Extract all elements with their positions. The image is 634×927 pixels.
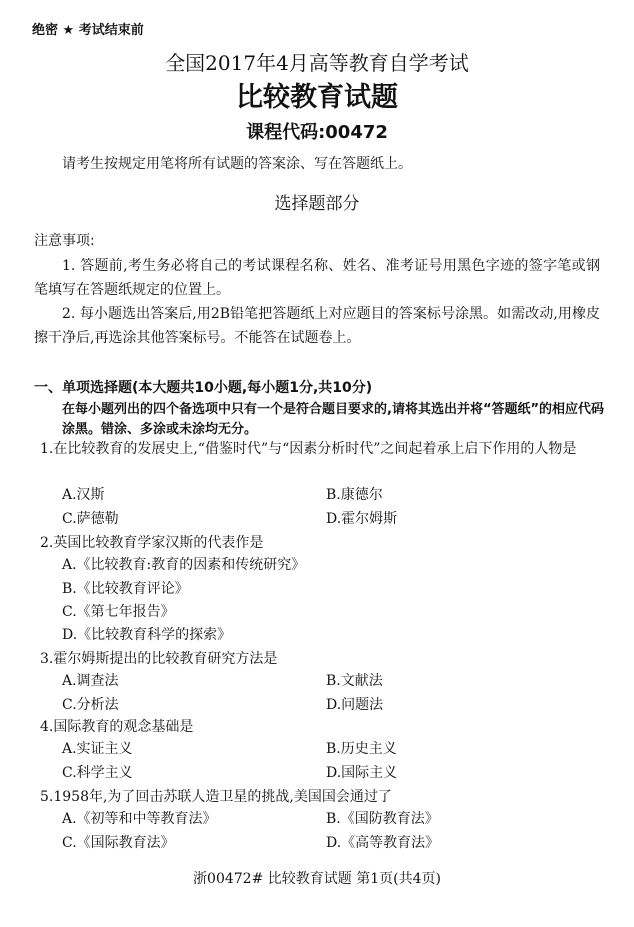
section-directions: 在每小题列出的四个备选项中只有一个是符合题目要求的,请将其选出并将“答题纸”的相应代码涂黑。错涂、多涂或未涂均无分。 (62, 402, 605, 437)
question-1-stem: 1.在比较教育的发展史上,“借鉴时代”与“因素分析时代”之间起着承上启下作用的人物是 (40, 441, 577, 457)
notes-heading: 注意事项: (34, 233, 95, 249)
question-3-option-d: D.问题法 (326, 697, 384, 713)
question-1-option-b: B.康德尔 (326, 487, 383, 503)
question-2-stem: 2.英国比较教育学家汉斯的代表作是 (40, 535, 264, 551)
part-title: 选择题部分 (274, 194, 360, 214)
page-footer: 浙00472# 比较教育试题 第1页(共4页) (193, 871, 441, 887)
question-4-option-a: A.实证主义 (62, 741, 133, 757)
confidential-label: 绝密 ★ 考试结束前 (32, 23, 144, 38)
question-3-option-b: B.文献法 (326, 673, 383, 689)
note-item-1: 1. 答题前,考生务必将自己的考试课程名称、姓名、准考证号用黑色字迹的签字笔或钢笔填写在答题纸规定的位置上。 (34, 258, 600, 298)
question-3-option-c: C.分析法 (62, 697, 119, 713)
question-3-stem: 3.霍尔姆斯提出的比较教育研究方法是 (40, 651, 278, 667)
note-item-2: 2. 每小题选出答案后,用2B铅笔把答题纸上对应题目的答案标号涂黑。如需改动,用橡皮擦干净后,再选涂其他答案标号。不能答在试题卷上。 (34, 306, 600, 346)
question-1-option-d: D.霍尔姆斯 (326, 511, 398, 527)
question-4-option-c: C.科学主义 (62, 765, 133, 781)
question-5-option-c: C.《国际教育法》 (62, 835, 175, 851)
subject-title: 比较教育试题 (236, 82, 398, 113)
exam-title: 全国2017年4月高等教育自学考试 (165, 51, 469, 75)
question-1-option-a: A.汉斯 (62, 487, 105, 503)
question-1-option-c: C.萨德勒 (62, 511, 119, 527)
question-2-option-a: A.《比较教育:教育的因素和传统研究》 (62, 557, 306, 573)
question-5-option-b: B.《国防教育法》 (326, 811, 439, 827)
question-5-option-a: A.《初等和中等教育法》 (62, 811, 217, 827)
question-5-stem: 5.1958年,为了回击苏联人造卫星的挑战,美国国会通过了 (40, 789, 392, 805)
question-5-option-d: D.《高等教育法》 (326, 835, 440, 851)
question-2-option-d: D.《比较教育科学的探索》 (62, 627, 232, 643)
question-4-option-b: B.历史主义 (326, 741, 397, 757)
course-code: 课程代码:00472 (246, 122, 388, 143)
question-3-option-a: A.调查法 (62, 673, 119, 689)
section-heading: 一、单项选择题(本大题共10小题,每小题1分,共10分) (34, 380, 373, 396)
question-2-option-c: C.《第七年报告》 (62, 604, 175, 620)
question-2-option-b: B.《比较教育评论》 (62, 581, 189, 597)
question-4-option-d: D.国际主义 (326, 765, 398, 781)
question-4-stem: 4.国际教育的观念基础是 (40, 719, 194, 735)
general-instruction: 请考生按规定用笔将所有试题的答案涂、写在答题纸上。 (62, 156, 412, 172)
